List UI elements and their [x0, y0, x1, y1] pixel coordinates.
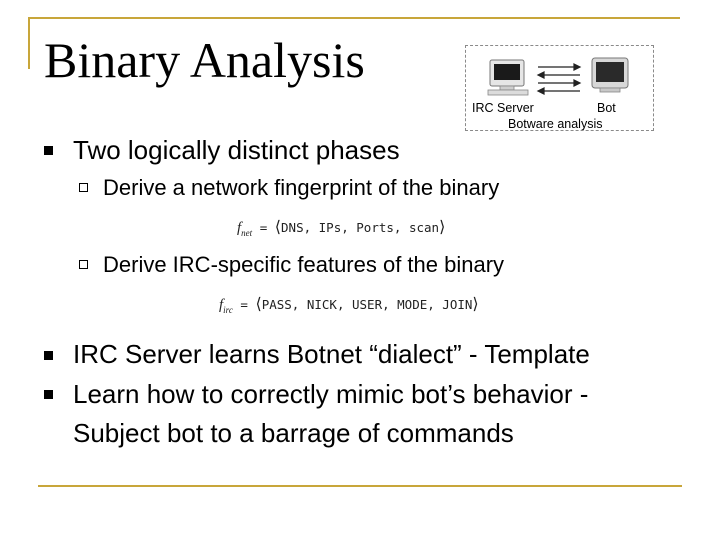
bullet-square-icon: [44, 351, 53, 360]
formula-f-net: $f_{net}$ = ⟨DNS, IPs, Ports, scan⟩: [237, 219, 446, 238]
bullet-square-icon: [44, 146, 53, 155]
slide-title: Binary Analysis: [44, 32, 365, 88]
bullet-mimic-behavior: Learn how to correctly mimic bot’s behavior -: [73, 379, 589, 409]
figure-label-irc-server: IRC Server: [472, 101, 534, 115]
formula-f-net-items: DNS, IPs, Ports, scan: [281, 220, 440, 235]
sub-bullet-square-icon: [79, 183, 88, 192]
irc-server-computer-icon: [488, 60, 528, 95]
figure-drawing: [466, 46, 653, 130]
figure-caption: Botware analysis: [508, 117, 603, 130]
slide-frame-top-rule: [28, 17, 680, 19]
sub-bullet-irc-features: Derive IRC-specific features of the binary: [103, 252, 505, 277]
formula-f-net-symbol: $f_{net}$: [237, 220, 253, 238]
bullet-mimic-behavior-continuation: Subject bot to a barrage of commands: [73, 418, 514, 448]
bot-computer-icon: [592, 58, 628, 92]
sub-bullet-square-icon: [79, 260, 88, 269]
figure-label-bot: Bot: [597, 101, 616, 115]
bullet-irc-dialect: IRC Server learns Botnet “dialect” - Template: [73, 339, 590, 369]
sub-bullet-network-fingerprint: Derive a network fingerprint of the binary: [103, 175, 500, 200]
botware-analysis-figure: [465, 45, 654, 131]
formula-f-irc-symbol: $f_{irc}$: [219, 297, 233, 315]
slide-frame-left-rule: [28, 17, 30, 69]
slide-frame-bottom-rule: [38, 485, 682, 487]
formula-f-irc: $f_{irc}$ = ⟨PASS, NICK, USER, MODE, JOIN⟩: [219, 296, 479, 315]
bullet-two-phases: Two logically distinct phases: [73, 135, 400, 165]
formula-f-irc-items: PASS, NICK, USER, MODE, JOIN: [261, 297, 473, 312]
bullet-square-icon: [44, 390, 53, 399]
exchange-arrows-icon: [538, 64, 580, 94]
